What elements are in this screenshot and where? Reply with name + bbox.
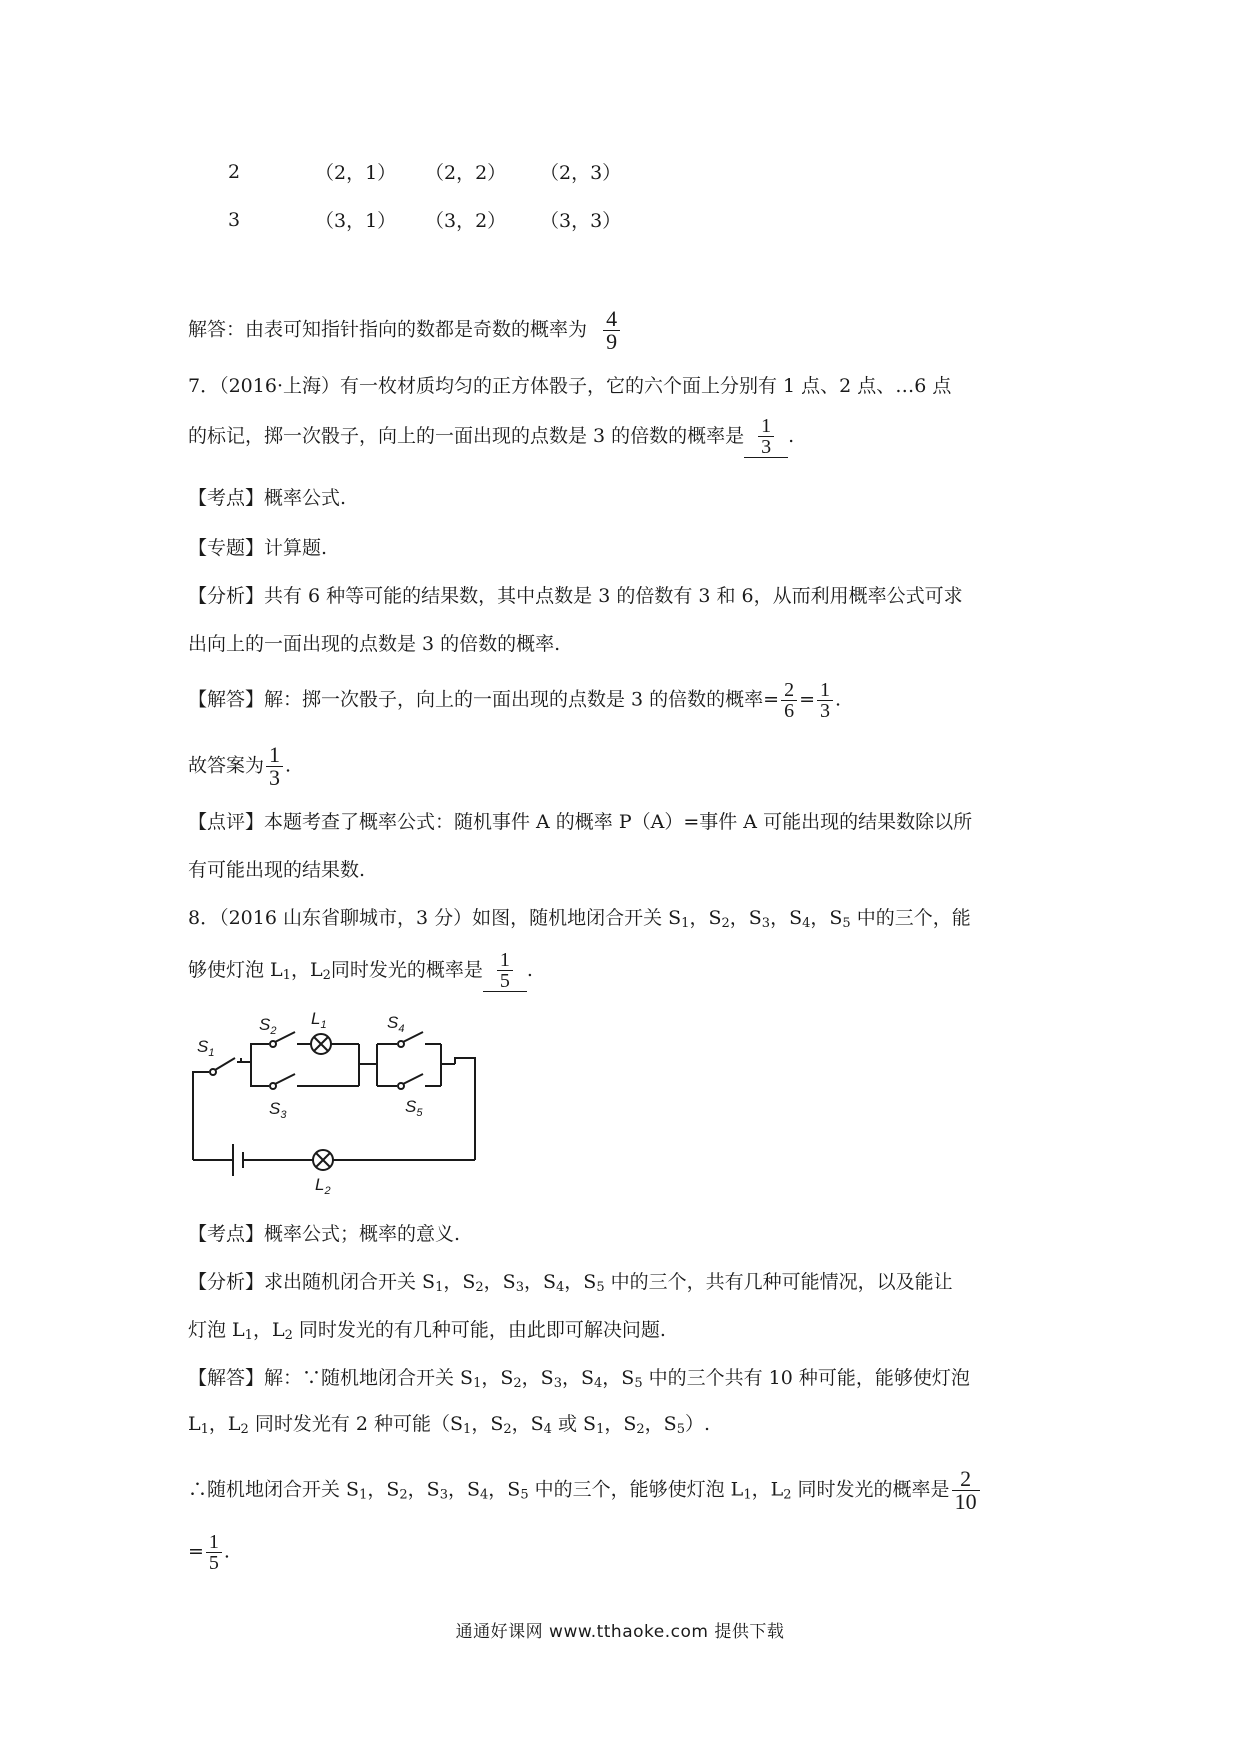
fraction-numerator: 1 (266, 744, 283, 767)
question-text: 同时发光的概率是 (330, 959, 483, 981)
fraction-denominator: 5 (499, 970, 510, 992)
answer-line (188, 308, 622, 353)
period: . (526, 959, 533, 981)
fraction (781, 680, 797, 721)
fraction-numerator: 1 (817, 680, 833, 701)
label-l1: $L_1$ (311, 1009, 327, 1031)
equals-sign: = (799, 688, 816, 711)
answer-blank (744, 416, 788, 458)
page-footer: 通通好课网 www.tthaoke.com 提供下载 (455, 1622, 785, 1642)
jieda-text: 同时发光有 2 种可能（S (254, 1413, 464, 1435)
fraction (603, 308, 620, 353)
jieda-text: 中的三个共有 10 种可能，能够使灯泡 (648, 1367, 970, 1389)
fenxi-line-2: 出向上的一面出现的点数是 3 的倍数的概率. (188, 633, 561, 655)
question-text: 8．（2016 山东省聊城市，3 分）如图，随机地闭合开关 S (188, 907, 682, 929)
question-8-line-2: 够使灯泡 $L_1$，$L_2$同时发光的概率是 $\frac{1}{5}$ . (188, 949, 533, 992)
fraction (952, 1468, 980, 1513)
fraction-numerator: 2 (781, 680, 797, 701)
fraction-numerator: 1 (758, 416, 774, 437)
fenxi-text: 中的三个，共有几种可能情况，以及能让 (610, 1271, 953, 1293)
period: . (285, 754, 292, 777)
label-s1: $S_1$ (197, 1037, 215, 1059)
so-text: ∴随机地闭合开关 S (188, 1478, 360, 1501)
label-s4: $S_4$ (387, 1013, 405, 1035)
table-row (228, 158, 240, 186)
q8-kaodian: 【考点】概率公式；概率的意义. (188, 1223, 461, 1245)
fraction (206, 1532, 222, 1573)
fenxi-text: 【分析】求出随机闭合开关 S (188, 1271, 436, 1293)
q8-fenxi-line-1: 【分析】求出随机闭合开关 $S_1$，$S_2$，$S_3$，$S_4$，$S_5$ 中的三个，共有几种可能情况，以及能让 (188, 1271, 953, 1295)
jieda-line (188, 680, 841, 721)
fraction-denominator: 6 (784, 700, 795, 722)
zhuanti: 【专题】计算题. (188, 537, 328, 559)
table-cell: （3，2） (425, 210, 507, 232)
question-text: ，L (290, 959, 323, 981)
circuit-diagram (185, 1009, 495, 1197)
table-cell: （3，3） (540, 210, 622, 232)
q8-so-line: ∴随机地闭合开关 $S_1$，$S_2$，$S_3$，$S_4$，$S_5$ 中的三个，能够使灯泡 $L_1$，$L_2$ 同时发光的概率是 $\frac{2}{10}$ (188, 1468, 982, 1513)
row-head: 2 (228, 161, 241, 183)
answer-blank (483, 950, 527, 992)
fraction (266, 744, 283, 789)
label-s2: $S_2$ (259, 1015, 277, 1037)
so-text: 中的三个，能够使灯泡 L (534, 1478, 744, 1501)
fraction-denominator: 5 (208, 1552, 219, 1574)
question-text: 够使灯泡 L (188, 959, 283, 981)
fenxi-line-1: 【分析】共有 6 种等可能的结果数，其中点数是 3 的倍数有 3 和 6，从而利用概率公式可求 (188, 585, 963, 607)
question-8-line-1: 8．（2016 山东省聊城市，3 分）如图，随机地闭合开关 $S_1$，$S_2$，$S_3$，$S_4$，$S_5$ 中的三个，能 (188, 907, 971, 931)
jieda-text: 【解答】解：∵随机地闭合开关 S (188, 1367, 474, 1389)
fraction (497, 950, 513, 991)
period: . (835, 688, 842, 711)
q8-fenxi-line-2: 灯泡 $L_1$，$L_2$ 同时发光的有几种可能，由此即可解决问题. (188, 1319, 666, 1343)
period: . (788, 425, 795, 447)
fraction-denominator: 3 (269, 765, 281, 790)
table-cell: （2，1） (315, 162, 397, 184)
label-l2: $L_2$ (315, 1175, 331, 1197)
dianping-line-2: 有可能出现的结果数. (188, 859, 366, 881)
jieda-text: 【解答】解：掷一次骰子，向上的一面出现的点数是 3 的倍数的概率= (188, 688, 780, 711)
fraction-numerator: 1 (206, 1532, 222, 1553)
fraction-denominator: 9 (606, 329, 618, 354)
fraction-denominator: 10 (954, 1489, 977, 1514)
gu-text: 故答案为 (188, 754, 265, 777)
question-7-line-2 (188, 416, 794, 458)
dianping-line-1: 【点评】本题考查了概率公式：随机事件 A 的概率 P（A）=事件 A 可能出现的结果数除以所 (188, 811, 973, 833)
fenxi-text: 同时发光的有几种可能，由此即可解决问题. (298, 1319, 666, 1341)
fraction-numerator: 2 (952, 1468, 980, 1491)
kaodian: 【考点】概率公式. (188, 487, 347, 509)
question-text: 的标记，掷一次骰子，向上的一面出现的点数是 3 的倍数的概率是 (188, 425, 745, 447)
gu-answer-line (188, 744, 291, 789)
question-7-line-1: 7．（2016·上海）有一枚材质均匀的正方体骰子，它的六个面上分别有 1 点、2 点、…6 点 (188, 375, 952, 397)
fraction-denominator: 3 (820, 700, 831, 722)
label-s3: $S_3$ (269, 1099, 287, 1121)
fraction (817, 680, 833, 721)
table-cell: （2，3） (540, 162, 622, 184)
table-cell: （2，2） (425, 162, 507, 184)
fraction-numerator: 4 (603, 308, 620, 331)
q8-jieda-line-1: 【解答】解：∵随机地闭合开关 $S_1$，$S_2$，$S_3$，$S_4$，$S_5$ 中的三个共有 10 种可能，能够使灯泡 (188, 1367, 970, 1391)
row-head: 3 (228, 209, 241, 231)
fraction-denominator: 3 (761, 436, 772, 458)
table-row (228, 206, 240, 234)
q8-jieda-line-2: $L_1$，$L_2$ 同时发光有 2 种可能（$S_1$，$S_2$，$S_4$ 或 $S_1$，$S_2$，$S_5$）. (188, 1413, 711, 1437)
answer-text: 解答：由表可知指针指向的数都是奇数的概率为 (188, 318, 588, 341)
period: . (223, 1540, 230, 1563)
q8-result-line: = $\frac{1}{5}$ . (188, 1531, 230, 1574)
fraction-numerator: 1 (497, 950, 513, 971)
fraction (758, 416, 774, 457)
so-text: 同时发光的概率是 (797, 1478, 950, 1501)
table-cell: （3，1） (315, 210, 397, 232)
label-s5: $S_5$ (405, 1097, 423, 1119)
